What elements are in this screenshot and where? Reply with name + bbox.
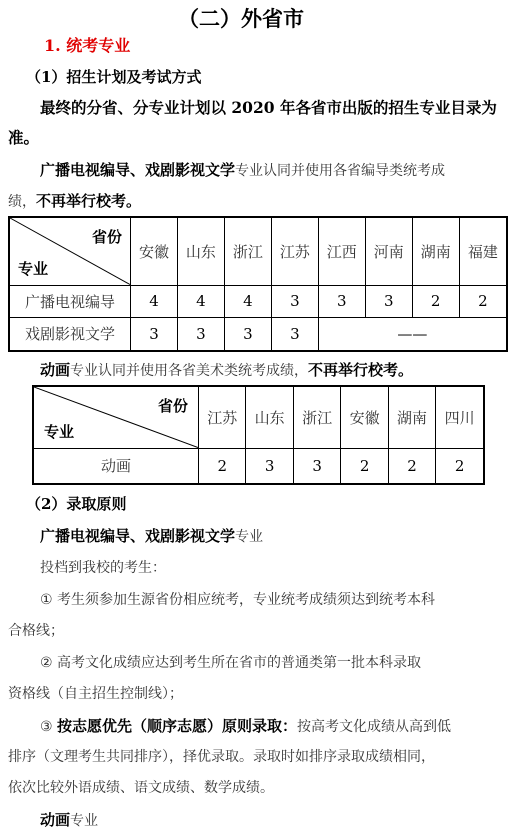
major-cell: 戏剧影视文学 <box>9 317 131 351</box>
section-heading: 1. 统考专业 <box>44 36 131 55</box>
paragraph-majors <box>40 527 263 546</box>
paragraph-plan-line1: 最终的分省、分专业计划以 2020 年各省市出版的招生专业目录为 <box>40 98 497 117</box>
paragraph-text: 按高考文化成绩从高到低 <box>297 719 452 735</box>
province-header: 山东 <box>177 217 224 285</box>
province-header: 安徽 <box>131 217 178 285</box>
major-names: 广播电视编导、戏剧影视文学 <box>40 161 236 179</box>
province-header: 安徽 <box>341 386 388 448</box>
value-cell: 2 <box>199 448 246 484</box>
subsection-heading: （2）录取原则 <box>26 495 127 513</box>
major-names: 广播电视编导、戏剧影视文学 <box>40 527 236 545</box>
province-header: 河南 <box>365 217 412 285</box>
value-cell: 4 <box>177 285 224 317</box>
rule-item-3-line1 <box>40 717 451 736</box>
province-header: 四川 <box>436 386 484 448</box>
rule-item-1-line2: 合格线； <box>8 623 64 639</box>
value-cell: 2 <box>459 285 507 317</box>
rule-item-2-line1: ② 高考文化成绩应达到考生所在省市的普通类第一批本科录取 <box>40 655 421 671</box>
rule-item-1-line1: ① 考生须参加生源省份相应统考，专业统考成绩须达到统考本科 <box>40 592 435 608</box>
not-applicable-cell: —— <box>318 317 507 351</box>
rule-item-3-line2: 排序（文理考生共同排序），择优录取。录取时如排序录取成绩相同， <box>8 749 435 765</box>
major-name: 动画 <box>40 811 71 829</box>
value-cell: 2 <box>436 448 484 484</box>
province-header: 山东 <box>246 386 293 448</box>
province-header: 江苏 <box>271 217 318 285</box>
paragraph-text: 绩， <box>8 194 36 210</box>
value-cell: 2 <box>341 448 388 484</box>
paragraph-animation-major <box>40 811 98 830</box>
value-cell: 2 <box>412 285 459 317</box>
corner-major: 专业 <box>18 259 49 278</box>
table-corner-header <box>9 217 131 285</box>
rule-item-bold: 按志愿优先（顺序志愿）原则录取： <box>57 717 298 735</box>
province-header: 江苏 <box>199 386 246 448</box>
table-row <box>9 285 507 317</box>
corner-major: 专业 <box>44 422 75 441</box>
table-corner-header <box>33 386 199 448</box>
paragraph-text: 专业认同并使用各省美术类统考成绩， <box>70 363 309 379</box>
province-header: 浙江 <box>293 386 340 448</box>
value-cell: 3 <box>271 317 318 351</box>
paragraph-text: 专业 <box>70 813 99 829</box>
value-cell: 3 <box>318 285 365 317</box>
paragraph-animation <box>40 361 413 380</box>
rule-item-number: ③ <box>40 719 58 735</box>
paragraph-intro: 投档到我校的考生： <box>40 560 166 576</box>
value-cell: 3 <box>293 448 340 484</box>
no-school-exam: 不再举行校考。 <box>308 361 414 379</box>
value-cell: 3 <box>224 317 271 351</box>
paragraph-text: 专业认同并使用各省编导类统考成 <box>235 163 446 179</box>
table-row <box>33 448 484 484</box>
province-header: 湖南 <box>388 386 435 448</box>
province-header: 浙江 <box>224 217 271 285</box>
major-name: 动画 <box>40 361 71 379</box>
rule-item-3-line3: 依次比较外语成绩、语文成绩、数学成绩。 <box>8 780 274 796</box>
value-cell: 4 <box>224 285 271 317</box>
major-cell: 广播电视编导 <box>9 285 131 317</box>
major-cell: 动画 <box>33 448 199 484</box>
value-cell: 3 <box>246 448 293 484</box>
plan-table-2 <box>32 385 485 485</box>
paragraph-exam-line2 <box>8 192 141 211</box>
corner-province: 省份 <box>157 397 188 415</box>
rule-item-2-line2: 资格线（自主招生控制线）； <box>8 686 183 702</box>
value-cell: 3 <box>365 285 412 317</box>
province-header: 湖南 <box>412 217 459 285</box>
page-title: （二）外省市 <box>178 6 304 31</box>
value-cell: 3 <box>131 317 178 351</box>
value-cell: 3 <box>271 285 318 317</box>
value-cell: 4 <box>131 285 178 317</box>
value-cell: 2 <box>388 448 435 484</box>
paragraph-exam-line1 <box>40 161 445 180</box>
subsection-heading: （1）招生计划及考试方式 <box>26 68 202 86</box>
plan-table-1 <box>8 216 508 352</box>
paragraph-plan-line2: 准。 <box>8 128 40 147</box>
value-cell: 3 <box>177 317 224 351</box>
no-school-exam: 不再举行校考。 <box>36 192 142 210</box>
corner-province: 省份 <box>91 228 122 246</box>
province-header: 江西 <box>318 217 365 285</box>
province-header: 福建 <box>459 217 507 285</box>
table-row <box>9 317 507 351</box>
paragraph-text: 专业 <box>235 529 264 545</box>
